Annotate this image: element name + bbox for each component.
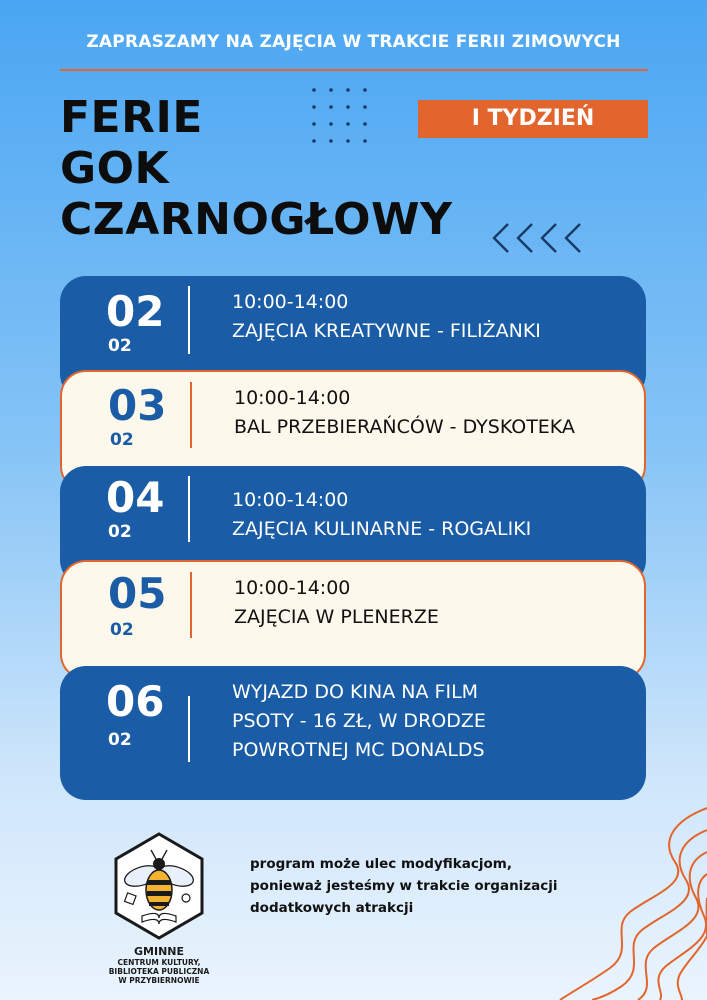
card-divider: [190, 382, 192, 448]
card-divider: [188, 476, 190, 542]
title-line-3: CZARNOGŁOWY: [60, 194, 453, 245]
logo-subtitle-2: BIBLIOTEKA PUBLICZNA: [108, 967, 210, 976]
card-month: 02: [108, 336, 132, 356]
card-activity: ZAJĘCIA KULINARNE - ROGALIKI: [232, 518, 532, 540]
title-line-2: GOK: [60, 143, 170, 194]
card-info: [232, 486, 531, 544]
card-time: 10:00-14:00: [234, 387, 351, 409]
logo-name: GMINNE: [134, 945, 184, 958]
card-month: 02: [110, 430, 134, 450]
logo-subtitle-1: CENTRUM KULTURY,: [117, 958, 201, 967]
wave-lines-decoration: [460, 800, 707, 1000]
card-line-2: PSOTY - 16 ZŁ, W DRODZE: [232, 710, 486, 732]
card-time: 10:00-14:00: [234, 577, 351, 599]
page-subtitle: ZAPRASZAMY NA ZAJĘCIA W TRAKCIE FERII ZIMOWYCH: [86, 32, 621, 52]
dot-grid-decoration: [310, 86, 372, 148]
logo-subtitle-3: W PRZYBIERNOWIE: [118, 976, 200, 985]
card-day: 06: [106, 677, 165, 726]
schedule-card-06: [60, 666, 646, 800]
card-divider: [190, 572, 192, 638]
chevrons-left-icon: [492, 222, 602, 254]
card-activity: ZAJĘCIA W PLENERZE: [234, 606, 439, 628]
title-line-1: FERIE: [60, 92, 203, 143]
card-month: 02: [108, 730, 132, 750]
note-line-1: program może ulec modyfikacjom,: [250, 856, 512, 872]
note-line-3: dodatkowych atrakcji: [250, 900, 414, 916]
card-day: 05: [108, 569, 167, 618]
bee-logo-icon: [112, 832, 206, 940]
card-month: 02: [108, 522, 132, 542]
card-info: [232, 288, 541, 346]
card-activity: ZAJĘCIA KREATYWNE - FILIŻANKI: [232, 320, 541, 342]
logo-text: [94, 945, 224, 985]
card-line-1: WYJAZD DO KINA NA FILM: [232, 681, 479, 703]
card-info: [234, 574, 439, 632]
schedule-card-05: [60, 560, 646, 680]
card-time: 10:00-14:00: [232, 489, 349, 511]
note-line-2: ponieważ jesteśmy w trakcie organizacji: [250, 878, 558, 894]
card-activity: BAL PRZEBIERAŃCÓW - DYSKOTEKA: [234, 416, 575, 438]
card-info: [232, 678, 486, 765]
card-day: 02: [106, 287, 165, 336]
card-day: 04: [106, 473, 165, 522]
card-divider: [188, 286, 190, 354]
card-day: 03: [108, 381, 167, 430]
card-line-3: POWROTNEJ MC DONALDS: [232, 739, 485, 761]
week-badge: I TYDZIEŃ: [418, 100, 648, 138]
card-time: 10:00-14:00: [232, 291, 349, 313]
card-divider: [188, 696, 190, 762]
page-title: [60, 92, 452, 245]
card-info: [234, 384, 575, 442]
card-month: 02: [110, 620, 134, 640]
header-divider: [60, 69, 648, 71]
